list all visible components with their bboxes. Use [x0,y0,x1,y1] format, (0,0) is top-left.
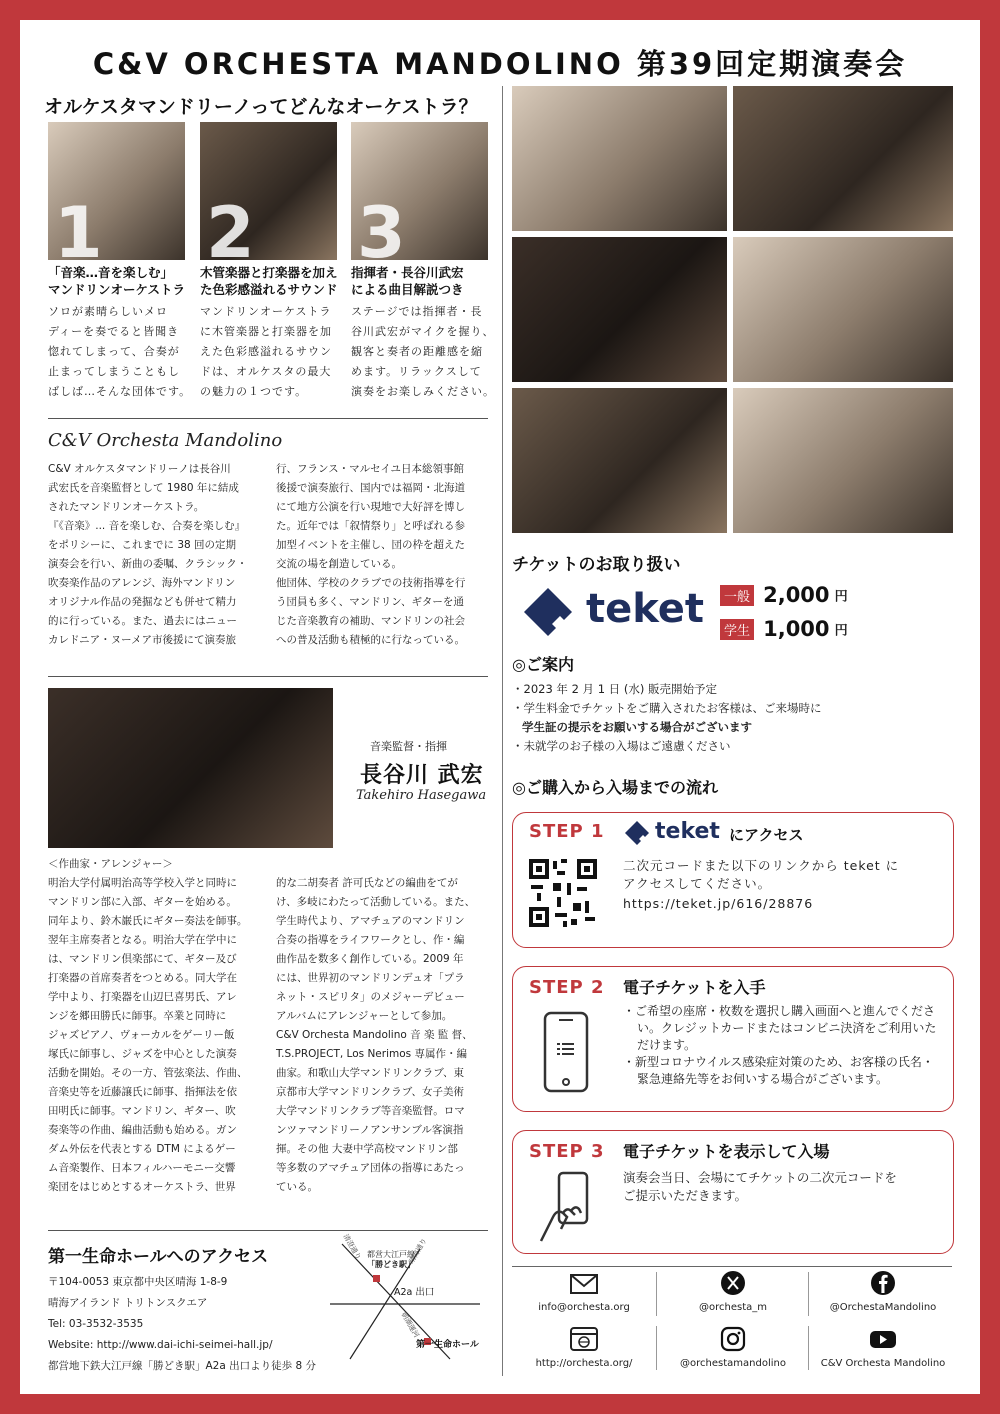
step-2-title: 電子チケットを入手 [623,978,766,997]
conductor-name-en: Takehiro Hasegawa [356,788,487,803]
price-general [720,583,848,607]
about-line: た。近年では「叙情祭り」と呼ばれる参 [276,520,465,532]
price-unit: 円 [834,589,848,605]
about-line: 交流の場を創造している。 [276,558,402,570]
divider [512,1266,952,1267]
notice-list [512,680,962,756]
x-icon [720,1270,746,1296]
feature-3-text: 谷川武宏がマイクを握り、 [351,325,495,338]
about-line: 行、フランス・マルセイユ日本総領事館 [276,463,464,475]
price-student [720,617,848,641]
bio-line: ネット・スピリタ」のメジャーデビュー [276,991,465,1003]
step-1-title-text: にアクセス [729,826,804,844]
feature-2 [200,264,345,402]
map-road-label: 朝潮運河 [399,1310,421,1340]
step-2-bullet: 新型コロナウイルス感染症対策のため、お客様の氏名・緊急連絡先等をお伺いする場合がございます。 [635,1055,934,1086]
teket-logo-text: teket [586,586,705,632]
notice-item: 学生証の提示をお願いする場合がございます [522,720,752,734]
access-directions: 都営地下鉄大江戸線「勝どき駅」A2a 出口より徒歩 8 分 [48,1360,316,1372]
divider [656,1326,657,1370]
photo-mandolin-players [512,86,727,231]
bio-line: 的な二胡奏者 許可氏などの編曲をてが [276,877,458,889]
conductor-col-1 [48,874,268,1197]
feature-3-text: 観客と奏者の距離感を縮 [351,345,483,358]
step-3-box [512,1130,954,1254]
map-road-label: 清澄通り [341,1232,363,1262]
price-amount: 1,000 [763,617,830,641]
about-heading: C&V Orchesta Mandolino [48,430,283,451]
bio-line: 塚氏に師事し、ジャズを中心とした演奏 [48,1048,237,1060]
map-exit-label: A2a 出口 [394,1287,435,1298]
conductor-subtitle: ＜作曲家・アレンジャー＞ [48,858,173,870]
contact-facebook-text: @OrchestaMandolino [829,1302,937,1313]
step-3-text [623,1169,943,1205]
divider [808,1326,809,1370]
feature-number-3: 3 [357,192,406,260]
feature-3-text: ステージでは指揮者・長 [351,305,483,318]
step-1-text [623,857,943,913]
access-address: 〒104-0053 東京都中央区晴海 1-8-9 [48,1276,228,1288]
map-station-line: 都営大江戸線 [367,1250,415,1259]
ticket-icon [520,584,576,640]
bio-line: 活動を開始。その一方、管弦楽法、作曲、 [48,1067,248,1079]
conductor-col-2 [276,874,490,1197]
notice-heading: ◎ご案内 [512,655,574,674]
facebook-icon [870,1270,896,1296]
step-2-box [512,966,954,1112]
feature-1-text: 止まってしまうこともし [48,365,180,378]
divider [808,1272,809,1316]
bio-line: ダム外伝を代表とする DTM によるゲー [48,1143,236,1155]
bio-line: 揮。その他 大妻中学高校マンドリン部 [276,1143,458,1155]
bio-line: 等多数のアマチュア団体の指導にあたっ [276,1162,465,1174]
photo-guitarists [733,388,953,533]
about-line: されたマンドリンオーケストラ。 [48,501,205,513]
bio-line: 京都市大学マンドリンクラブ、女子美術 [276,1086,464,1098]
bio-line: には、世界初のマンドリンデュオ「プラ [276,972,465,984]
bio-line: 学生時代より、アマチュアのマンドリン [276,915,465,927]
bio-line: 田明氏に師事。マンドリン、ギター、吹 [48,1105,236,1117]
step-3-label: STEP 3 [529,1141,605,1162]
conductor-role: 音楽監督・指揮 [370,740,447,753]
qr-code[interactable] [527,857,599,929]
feature-number-2: 2 [206,192,255,260]
feature-3-text: 演奏をお楽しみください。 [351,385,495,398]
about-line: 後援で演奏旅行、国内では福岡・北海道 [276,482,465,494]
bio-line: 曲家。和歌山大学マンドリンクラブ、東 [276,1067,464,1079]
bio-line: 楽団をはじめとするオーケストラ、世界 [48,1181,236,1193]
bio-line: 打楽器の首席奏者をつとめる。同大学在 [48,972,237,984]
about-col-2 [276,460,490,650]
about-line: オリジナル作品の発掘なども併せて精力 [48,596,237,608]
page-title: C&V ORCHESTA MANDOLINO 第39回定期演奏会 [92,47,908,81]
about-line: C&V オルケスタマンドリーノは長谷川 [48,463,231,475]
teket-link[interactable]: https://teket.jp/616/28876 [623,896,814,911]
bio-line: アルバムにアレンジャーとして参加。 [276,1010,453,1022]
feature-photo-2 [200,122,337,260]
contact-x[interactable] [660,1270,806,1313]
map-hall-label: 第一生命ホール [416,1340,479,1350]
map-road-label: 晴海通り [407,1236,429,1266]
price-amount: 2,000 [763,583,830,607]
step-3-title: 電子チケットを表示して入場 [623,1142,830,1161]
web-icon [569,1326,599,1352]
access-website[interactable]: Website: http://www.dai-ichi-seimei-hall.jp/ [48,1339,273,1351]
feature-1 [48,264,193,402]
feature-2-title-2: た色彩感溢れるサウンド [200,282,338,297]
contact-instagram[interactable] [660,1326,806,1369]
bio-line: ンジを郷田勝氏に師事。卒業と同時に [48,1010,227,1022]
about-col-1 [48,460,266,650]
access-heading: 第一生命ホールへのアクセス [48,1247,269,1267]
bio-line: は、マンドリン倶楽部にて、ギター及び [48,953,237,965]
about-line: カレドニア・ヌーメア市後援にて演奏旅 [48,634,237,646]
bio-line: マンドリン部に入部、ギターを始める。 [48,896,237,908]
photo-conductor [512,237,727,382]
column-divider [502,86,503,1376]
ticket-icon [623,819,651,847]
feature-2-text: えた色彩感溢れるサウン [200,345,332,358]
photo-flute-players [733,86,953,231]
contact-web[interactable] [514,1326,654,1369]
divider [48,1230,488,1231]
step-1-label: STEP 1 [529,821,605,842]
price-label: 一般 [720,585,754,606]
intro-heading: オルケスタマンドリーノってどんなオーケストラ？ [44,96,478,118]
feature-3 [351,264,496,402]
bio-line: ンツァマンドリーノアンサンブル客演指 [276,1124,464,1136]
divider [48,676,488,677]
photo-group [733,237,953,382]
feature-1-text: ディーを奏でると皆聞き [48,325,180,338]
notice-item: ・学生料金でチケットをご購入されたお客様は、ご来場時に [512,701,822,715]
smartphone-icon [543,1011,589,1093]
bio-line: 学中より、打楽器を山辺巳喜男氏、アレ [48,991,237,1003]
feature-1-text: 惚れてしまって、合奏が [48,345,180,358]
hand-phone-icon [537,1171,599,1243]
step-2-bullet: ご希望の座席・枚数を選択し購入画面へと進んでください。クレジットカードまたはコンビニ決済をご利用いただけます。 [635,1004,937,1052]
step-3-line: 演奏会当日、会場にてチケットの二次元コードを [623,1170,897,1185]
access-tel: Tel: 03-3532-3535 [48,1318,144,1330]
bio-line: け、多岐にわたって活動している。また、 [276,896,476,908]
feature-1-title-2: マンドリンオーケストラ [48,282,186,297]
contact-youtube-text: C&V Orchesta Mandolino [820,1358,946,1369]
about-line: 吹奏楽作品のアレンジ、海外マンドリン [48,577,236,589]
notice-item: ・2023 年 2 月 1 日 (水) 販売開始予定 [512,682,717,696]
contact-facebook[interactable] [812,1270,954,1313]
feature-1-text: ソロが素晴らしいメロ [48,305,168,318]
youtube-icon [868,1326,898,1352]
step-2-label: STEP 2 [529,977,605,998]
about-line: じた音楽教育の補助、マンドリンの社会 [276,615,465,627]
feature-1-text: ばしば…そんな団体です。 [48,385,192,398]
contact-x-text: @orchesta_m [699,1302,767,1313]
feature-1-title-1: 「音楽…音を楽しむ」 [48,265,174,280]
conductor-name: 長谷川 武宏 [360,763,484,788]
feature-2-text: の魅力の１つです。 [200,385,308,398]
step-2-text: ・ご希望の座席・枚数を選択し購入画面へと進んでください。クレジットカードまたはコンビニ決済をご利用いただけます。 ・新型コロナウイルス感染症対策のため、お客様の氏名・緊急連絡先等をお伺いする場合がございます。 [623,1004,937,1086]
about-line: 加型イベントを主催し、団の枠を超えた [276,539,465,551]
about-line: 武宏氏を音楽監督として 1980 年に結成 [48,482,239,494]
flow-heading: ◎ご購入から入場までの流れ [512,778,718,797]
bio-line: 曲作品を数多く創作している。2009 年 [276,953,464,965]
feature-3-text: めます。リラックスして [351,365,482,378]
notice-item: ・未就学のお子様の入場はご遠慮ください [512,739,731,753]
map-exit-marker [373,1275,380,1282]
bio-line: T.S.PROJECT, Los Nerimos 専属作・編 [276,1048,467,1060]
step-1-title [623,819,923,849]
feature-2-title-1: 木管楽器と打楽器を加え [200,265,338,280]
photo-rehearsal [512,388,727,533]
about-line: への普及活動も積極的に行なっている。 [276,634,465,646]
tickets-heading: チケットのお取り扱い [512,555,681,575]
instagram-icon [720,1326,746,1352]
bio-line: 翌年主席奏者となる。明治大学在学中に [48,934,237,946]
feature-2-text: ドは、オルケスタの最大 [200,365,332,378]
feature-number-1: 1 [54,192,103,260]
contact-instagram-text: @orchestamandolino [680,1358,786,1369]
conductor-photo [48,688,333,848]
mail-icon [569,1272,599,1296]
about-line: 『《音楽》... 音を楽しむ、合奏を楽しむ』 [48,520,246,532]
divider [48,418,488,419]
step-1-box [512,812,954,948]
price-label: 学生 [720,619,754,640]
divider [656,1272,657,1316]
about-line: 演奏会を行い、新曲の委嘱、クラシック・ [48,558,248,570]
bio-line: ている。 [276,1181,318,1193]
bio-line: 同年より、鈴木巌氏にギター奏法を師事。 [48,915,248,927]
feature-3-title-2: による曲目解説つき [351,282,464,297]
about-line: 他団体、学校のクラブでの技術指導を行 [276,577,466,589]
bio-line: ジャズピアノ、ヴォーカルをゲーリー飯 [48,1029,235,1041]
contact-mail-text: info@orchesta.org [538,1302,630,1313]
about-line: う団員も多く、マンドリン、ギターを通 [276,596,464,608]
bio-line: 合奏の指導をライフワークとし、作・編 [276,934,465,946]
step-1-brand: teket [655,819,720,844]
map-station-name: 「勝どき駅」 [367,1260,415,1269]
teket-logo[interactable] [520,582,720,642]
about-line: にて地方公演を行い現地で大好評を博し [276,501,465,513]
contact-web-text: http://orchesta.org/ [535,1358,633,1369]
feature-2-text: マンドリンオーケストラ [200,305,332,318]
about-line: をポリシーに、これまでに 38 回の定期 [48,539,237,551]
bio-line: ム音楽製作、日本フィルハーモニー交響 [48,1162,236,1174]
bio-line: 音楽史等を近藤譲氏に師事、指揮法を依 [48,1086,237,1098]
step-3-line: ご提示いただきます。 [623,1188,748,1203]
contact-youtube[interactable] [812,1326,954,1369]
feature-photo-3 [351,122,488,260]
flyer-sheet [20,20,980,1394]
step-1-line: アクセスしてください。 [623,876,772,891]
contact-mail[interactable] [514,1272,654,1313]
feature-photo-1 [48,122,185,260]
feature-2-text: に木管楽器と打楽器を加 [200,325,332,338]
access-building: 晴海アイランド トリトンスクエア [48,1297,208,1309]
price-unit: 円 [834,623,848,639]
step-1-line: 二次元コードまた以下のリンクから teket に [623,858,900,873]
bio-line: C&V Orchesta Mandolino 音 楽 監 督、 [276,1029,473,1041]
bio-line: 明治大学付属明治高等学校入学と同時に [48,877,237,889]
bio-line: 大学マンドリンクラブ等音楽監督。ロマ [276,1105,465,1117]
bio-line: 奏楽等の作曲、編曲活動も始める。ガン [48,1124,237,1136]
about-line: 的に行っている。また、過去にはニュー [48,615,237,627]
feature-3-title-1: 指揮者・長谷川武宏 [351,265,464,280]
